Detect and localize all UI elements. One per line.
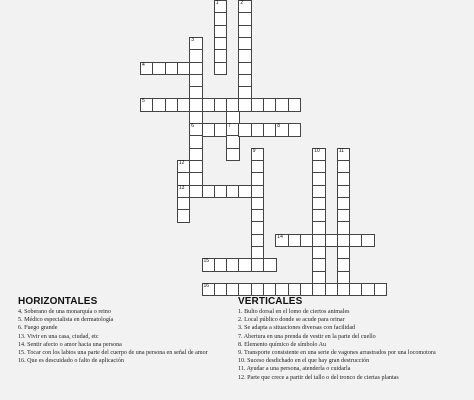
grid-cell[interactable] — [238, 185, 252, 199]
grid-cell[interactable] — [288, 98, 302, 112]
clue-number: 14 — [277, 233, 283, 240]
clue-number: 4 — [142, 61, 145, 68]
clue-item: 5. Médico especialista en dermatología — [18, 317, 114, 324]
clue-number: 16 — [203, 282, 210, 289]
grid-cell[interactable] — [177, 98, 191, 112]
vertical-clues-section — [238, 296, 436, 382]
clue-item: 11. Ayudar a una persona, atenderla o cuidarla — [238, 366, 351, 373]
grid-cell[interactable] — [325, 234, 339, 248]
grid-cell[interactable] — [300, 234, 314, 248]
grid-cell[interactable] — [288, 123, 302, 137]
grid-cell[interactable] — [177, 209, 191, 223]
horizontal-clues-section — [18, 296, 208, 365]
grid-cell[interactable] — [263, 258, 277, 272]
clue-number: 15 — [203, 258, 210, 265]
clue-item: 12. Parte que crece a partir del tallo o del tronco de ciertas plantas — [238, 374, 399, 381]
clue-number: 2 — [240, 0, 244, 6]
clue-number: 10 — [314, 147, 320, 154]
grid-cell[interactable] — [214, 123, 228, 137]
clue-number: 3 — [191, 36, 194, 43]
clue-item: 4. Soberano de una monarquía o reino — [18, 309, 111, 315]
clue-number: 5 — [142, 98, 145, 105]
clue-item: 2. Local público donde se acude para orinar — [238, 317, 345, 324]
grid-cell[interactable] — [177, 62, 191, 76]
clue-item: 10. Suceso desdichado en el que hay gran destrucción — [238, 358, 370, 365]
clue-item: 9. Transporte consistente en una serie de vagones arrastrados por una locomotora — [238, 350, 436, 357]
horizontal-heading: HORIZONTALES — [18, 296, 98, 307]
clue-item: 7. Abertura en una prenda de vestir en la parte del cuello — [238, 333, 376, 340]
clue-number: 8 — [277, 123, 281, 129]
grid-cell[interactable] — [214, 62, 228, 76]
clue-item: 3. Se adapta a situaciones diversas con facilidad — [238, 325, 356, 332]
horizontal-clue-list — [18, 308, 208, 365]
clue-item: 1. Bulto dorsal en el lomo de ciertos animales — [238, 309, 350, 315]
grid-cell[interactable] — [374, 283, 388, 297]
clue-item: 13. Vivir en una casa, ciudad, etc — [18, 333, 99, 340]
clue-item: 8. Elemento químico de símbolo Au — [238, 341, 327, 348]
vertical-heading: VERTICALES — [238, 296, 303, 307]
clue-number: 13 — [178, 184, 185, 191]
grid-cell[interactable] — [361, 234, 375, 248]
clue-number: 7 — [228, 123, 231, 129]
clue-number: 9 — [252, 147, 256, 154]
clue-number: 1 — [215, 0, 219, 6]
clue-number: 11 — [338, 147, 344, 154]
clue-item: 14. Sentir afecto o amor hacia una persona — [18, 341, 122, 348]
clue-number: 6 — [191, 123, 194, 129]
clue-number: 12 — [178, 159, 185, 166]
vertical-clue-list — [238, 308, 436, 382]
clue-item: 6. Fuego grande — [18, 325, 58, 332]
clue-item: 15. Tocar con los labios una parte del cuerpo de una persona en señal de amor — [18, 350, 208, 357]
clue-item: 16. Que es descuidado o falto de aplicación — [18, 358, 124, 365]
grid-cell[interactable] — [226, 148, 240, 162]
